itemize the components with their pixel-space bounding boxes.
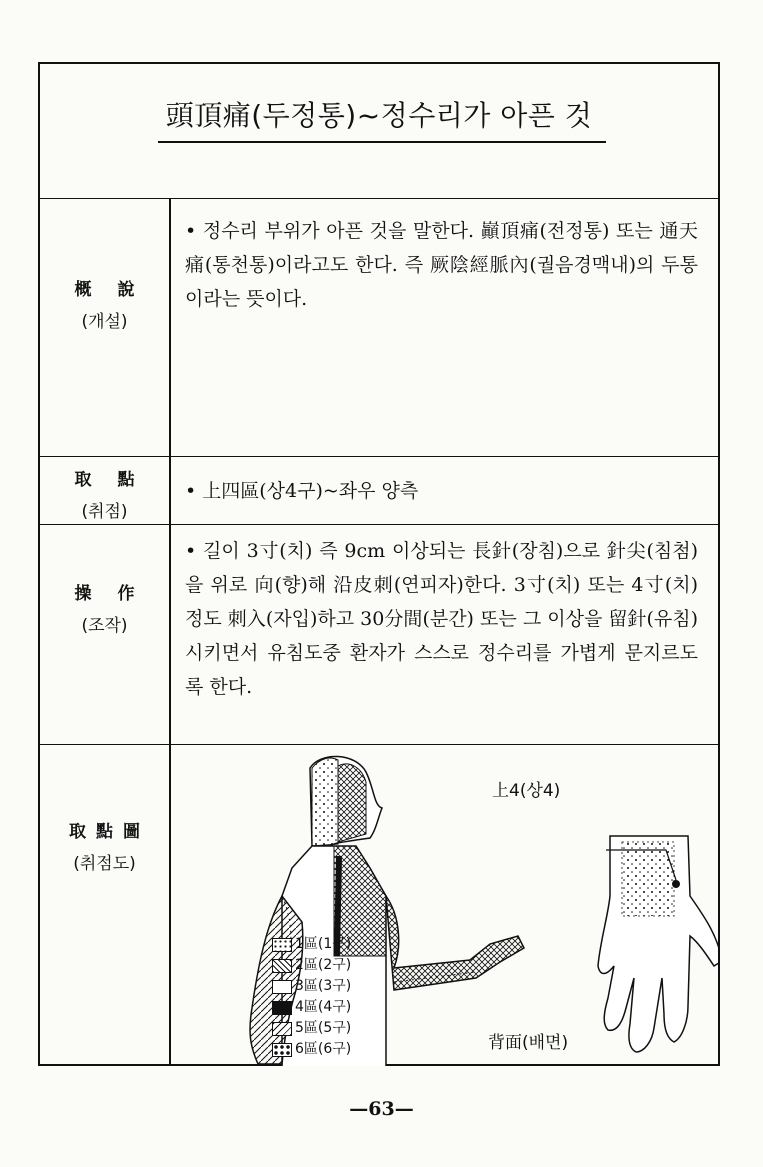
section-rule [40, 456, 718, 457]
label-hangul: (취점도) [73, 854, 136, 874]
legend-item [272, 997, 351, 1018]
label-hanja: 取點圖 [69, 822, 150, 842]
legend-label: 4區(4구) [295, 999, 352, 1015]
label-hanja: 操 作 [74, 584, 145, 604]
hand-outline [598, 836, 718, 1052]
page-number: —63— [349, 1098, 414, 1120]
acupoint-figure [170, 746, 718, 1066]
legend-item [272, 976, 351, 997]
page-frame [38, 62, 720, 1066]
legend-swatch-bigdots [272, 1043, 292, 1057]
section-label-point [40, 464, 169, 528]
legend-label: 2區(2구) [295, 957, 352, 973]
legend-label: 3區(3구) [295, 978, 352, 994]
legend-label: 1區(1구) [295, 936, 352, 952]
label-hanja: 取 點 [74, 470, 145, 490]
section-text-overview: • 정수리 부위가 아픈 것을 말한다. 巓頂痛(전정통) 또는 通天痛(통천통)이라고도 한다. 즉 厥陰經脈內(궐음경맥내)의 두통이라는 뜻이다. [185, 220, 698, 310]
label-hanja: 概 說 [74, 280, 145, 300]
label-hangul: (취점) [81, 502, 128, 522]
legend-item [272, 1039, 351, 1060]
legend-item [272, 1018, 351, 1039]
legend-swatch-solid [272, 1001, 292, 1015]
legend-item [272, 955, 351, 976]
point-label: 上4(상4) [492, 781, 561, 801]
section-label-figure [40, 816, 169, 880]
hand-caption: 背面(배면) [488, 1033, 569, 1053]
legend-swatch-dots [272, 938, 292, 952]
section-rule [40, 524, 718, 525]
section-label-overview [40, 274, 169, 338]
section-label-procedure [40, 578, 169, 642]
legend-swatch-blank [272, 980, 292, 994]
figure-legend [272, 934, 351, 1060]
legend-item [272, 934, 351, 955]
section-rule-top [40, 198, 718, 199]
section-text-point: • 上四區(상4구)~좌우 양측 [185, 480, 419, 502]
page-title: 頭頂痛(두정통)~정수리가 아픈 것 [165, 99, 593, 132]
title-underline [158, 141, 606, 143]
legend-label: 5區(5구) [295, 1020, 352, 1036]
label-hangul: (개설) [81, 312, 128, 332]
legend-label: 6區(6구) [295, 1041, 352, 1057]
section-rule [40, 744, 718, 745]
legend-swatch-crosshatch [272, 959, 292, 973]
label-hangul: (조작) [81, 616, 128, 636]
section-text-procedure: • 길이 3寸(치) 즉 9cm 이상되는 長針(장침)으로 針尖(침첨)을 위로 向(향)해 沿皮刺(연피자)한다. 3寸(치) 또는 4寸(치)정도 刺入(자입)하고 30分間(분간) 또는 그 이상을 留針(유침)시키면서 유침도중 환자가 스스로 정수리를 가볍게 문지르도록 한다. [185, 540, 698, 698]
legend-swatch-hatch [272, 1022, 292, 1036]
